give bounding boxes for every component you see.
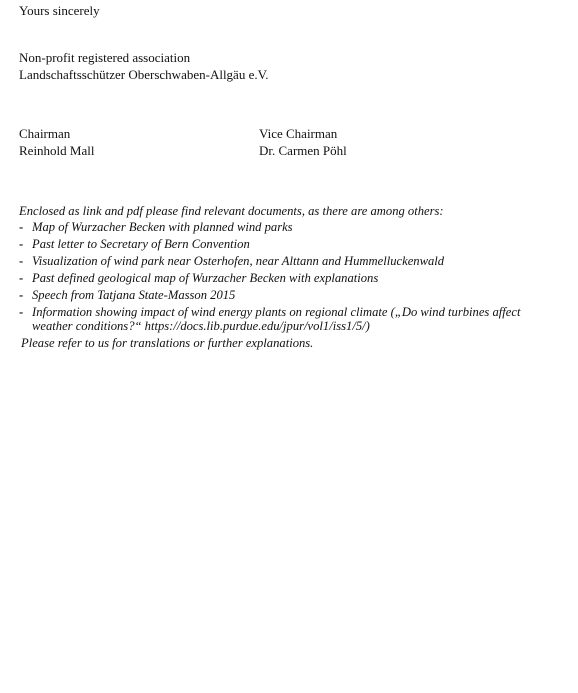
list-item [19, 305, 564, 333]
bullet-dash: - [19, 304, 24, 319]
signatory-role: Chairman [19, 126, 71, 141]
signatory-role: Vice Chairman [259, 126, 338, 141]
list-item-text: Past letter to Secretary of Bern Convention [32, 236, 250, 251]
list-item [19, 271, 564, 285]
organization-block [19, 50, 269, 83]
list-item-text: Map of Wurzacher Becken with planned wind parks [32, 219, 293, 234]
signatory-vice-chairman [259, 126, 347, 159]
enclosures-list [19, 220, 564, 333]
enclosures-section [19, 203, 564, 350]
bullet-dash: - [19, 270, 24, 285]
bullet-dash: - [19, 287, 24, 302]
list-item [19, 237, 564, 251]
closing-salutation: Yours sincerely [19, 3, 100, 18]
enclosures-note: Please refer to us for translations or further explanations. [21, 335, 314, 350]
list-item [19, 254, 564, 268]
signatory-name: Reinhold Mall [19, 142, 95, 158]
organization-type: Non-profit registered association [19, 50, 191, 65]
list-item-text: Information showing impact of wind energy plants on regional climate („Do wind turbines affect weather conditions?“ https://docs.lib.purdue.edu/jpur/vol1/iss1/5/) [32, 304, 521, 333]
list-item [19, 220, 564, 234]
list-item [19, 288, 564, 302]
list-item-text: Visualization of wind park near Osterhofen, near Alttann and Hummelluckenwald [32, 253, 445, 268]
signatory-chairman [19, 126, 94, 159]
bullet-dash: - [19, 219, 24, 234]
organization-name: Landschaftsschützer Oberschwaben-Allgäu e.V. [19, 66, 269, 82]
list-item-text: Speech from Tatjana State-Masson 2015 [32, 287, 236, 302]
list-item-text: Past defined geological map of Wurzacher Becken with explanations [32, 270, 379, 285]
signatory-name: Dr. Carmen Pöhl [259, 142, 347, 158]
enclosures-intro: Enclosed as link and pdf please find relevant documents, as there are among others: [19, 204, 444, 218]
bullet-dash: - [19, 236, 24, 251]
bullet-dash: - [19, 253, 24, 268]
